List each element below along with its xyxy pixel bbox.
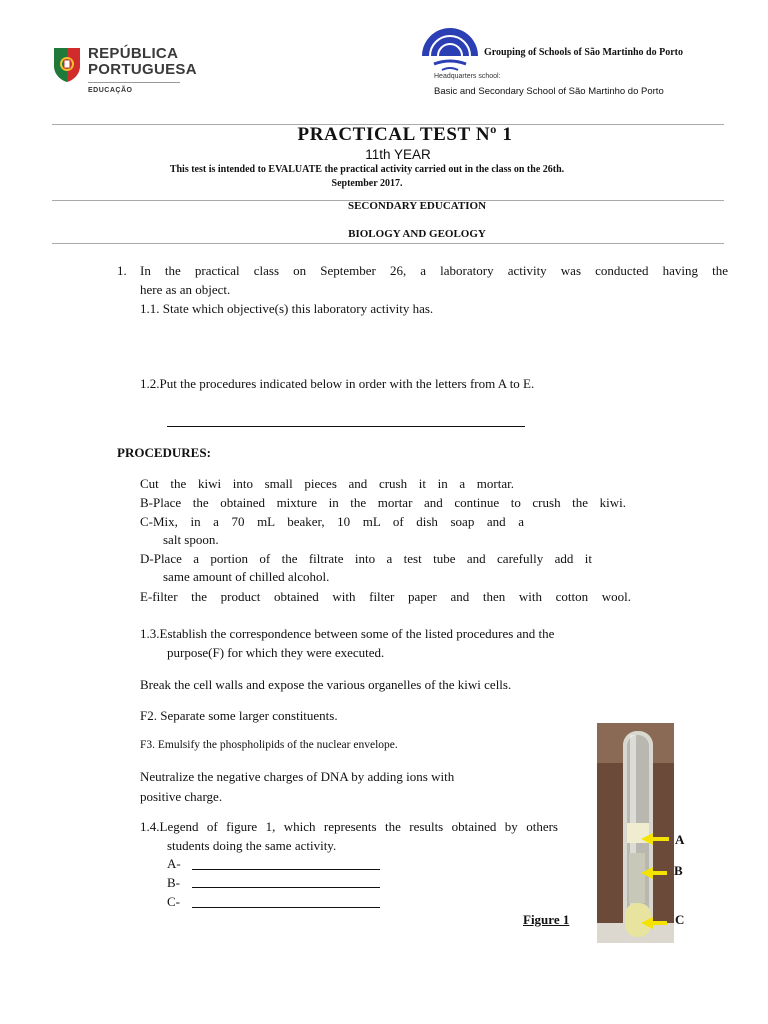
question-1-3-line-1: 1.3.Establish the correspondence between some of the listed procedures and the <box>140 626 555 641</box>
procedure-c-line-1: C-Mix, in a 70 mL beaker, 10 mL of dish soap and a <box>140 514 524 529</box>
question-1-1: 1.1. State which objective(s) this laboratory activity has. <box>140 301 434 316</box>
question-1-line-1: In the practical class on September 26, a laboratory activity was conducted having the <box>140 263 728 278</box>
republica-word: REPÚBLICA <box>88 45 179 62</box>
procedure-c-line-2: salt spoon. <box>163 532 219 547</box>
grouping-title: Grouping of Schools of São Martinho do Porto <box>484 47 683 58</box>
education-label: SECONDARY EDUCATION <box>347 200 487 212</box>
question-1-3-line-2: purpose(F) for which they were executed. <box>167 645 385 660</box>
question-1-4-line-1: 1.4.Legend of figure 1, which represents the results obtained by others <box>140 819 558 834</box>
procedure-e: E-filter the product obtained with filter paper and then with cotton wool. <box>140 589 631 604</box>
purpose-f3: F3. Emulsify the phospholipids of the nuclear envelope. <box>140 739 398 751</box>
school-logo <box>420 26 480 72</box>
logo-divider <box>88 82 180 83</box>
question-1-2: 1.2.Put the procedures indicated below in order with the letters from A to E. <box>140 376 535 391</box>
page-title: PRACTICAL TEST Nº 1 <box>297 124 513 145</box>
republica-text <box>88 46 197 78</box>
purpose-f2: F2. Separate some larger constituents. <box>140 708 338 723</box>
procedures-heading: PROCEDURES: <box>117 445 211 460</box>
divider-bottom <box>52 243 724 244</box>
answer-line-1-2[interactable] <box>167 426 525 427</box>
intro-text <box>0 163 734 191</box>
procedure-d-line-2: same amount of chilled alcohol. <box>163 569 330 584</box>
figure-label-b: B <box>674 863 683 878</box>
intro-line-1: This test is intended to EVALUATE the practical activity carried out in the class on the 26th. <box>169 164 565 175</box>
hq-label: Headquarters school: <box>434 73 501 80</box>
test-tube-figure <box>597 723 674 943</box>
purpose-f4-line-2: positive charge. <box>140 789 223 804</box>
school-logo-icon <box>420 26 480 72</box>
flag-shield-icon <box>52 46 82 84</box>
procedure-a: Cut the kiwi into small pieces and crush it in a mortar. <box>140 476 514 491</box>
figure-label-a: A <box>675 832 685 847</box>
legend-c-answer-line[interactable] <box>192 907 380 908</box>
intro-line-2: September 2017. <box>331 178 403 189</box>
procedure-d-line-1: D-Place a portion of the filtrate into a test tube and carefully add it <box>140 551 592 566</box>
procedure-b: B-Place the obtained mixture in the mortar and continue to crush the kiwi. <box>140 495 626 510</box>
purpose-f4-line-1: Neutralize the negative charges of DNA by adding ions with <box>140 769 455 784</box>
hq-name: Basic and Secondary School of São Martinho do Porto <box>434 86 664 97</box>
legend-c-label: C- <box>167 894 180 909</box>
year-label: 11th YEAR <box>365 147 431 162</box>
legend-a-label: A- <box>167 856 181 871</box>
figure-label-c: C <box>675 912 685 927</box>
legend-b-answer-line[interactable] <box>192 887 380 888</box>
portuguesa-word: PORTUGUESA <box>88 61 197 78</box>
legend-b-label: B- <box>167 875 180 890</box>
legend-a-answer-line[interactable] <box>192 869 380 870</box>
figure-caption: Figure 1 <box>523 912 570 927</box>
educacao-label: EDUCAÇÃO <box>88 87 133 94</box>
subject-label: BIOLOGY AND GEOLOGY <box>348 228 486 240</box>
question-1-4-line-2: students doing the same activity. <box>167 838 337 853</box>
question-1-line-2: here as an object. <box>140 282 231 297</box>
purpose-f1: Break the cell walls and expose the various organelles of the kiwi cells. <box>140 677 512 692</box>
question-1-number: 1. <box>117 263 127 278</box>
